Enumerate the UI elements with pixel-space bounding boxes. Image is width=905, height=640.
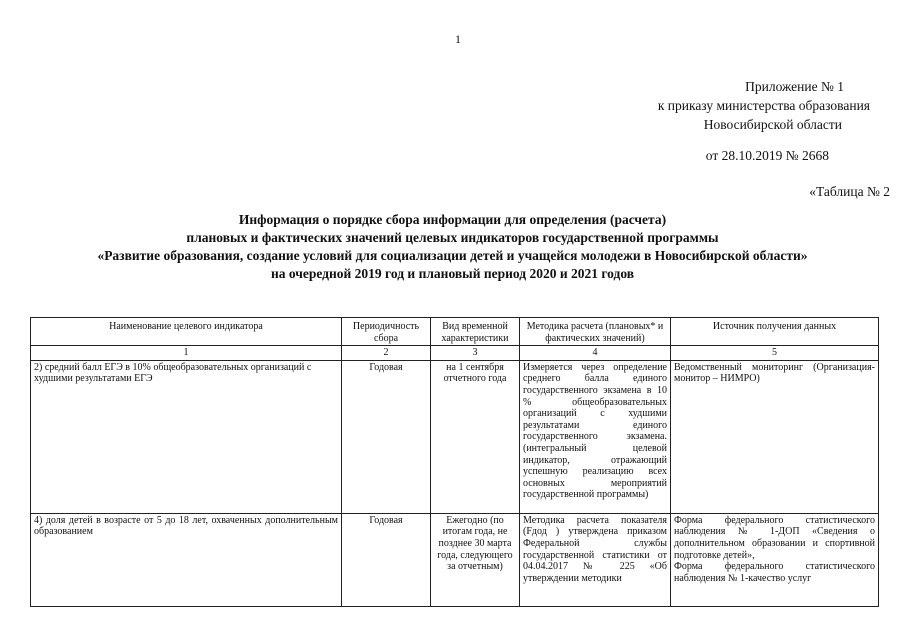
column-number: 5	[671, 346, 879, 361]
periodicity-cell: Годовая	[342, 360, 431, 513]
order-date: от 28.10.2019 № 2668	[705, 148, 829, 163]
header-periodicity: Периодичность сбора	[342, 318, 431, 346]
header-time-type: Вид временной характеристики	[431, 318, 520, 346]
method-cell: Измеряется через определение среднего балла единого государственного экзамена в 10 % общеобразовательных организаций с худшими результатами единого государственного экзамена. (интегральный целевой индикатор, отражающий успешную реализацию всех основных мероприятий государственной программы)	[520, 360, 671, 513]
table-row	[31, 513, 879, 606]
table-header-row	[31, 318, 879, 346]
appendix-line-2: к приказу министерства образования	[657, 98, 870, 113]
source-line: Форма федерального статистического наблюдения № 1-качество услуг	[674, 561, 875, 584]
indicator-cell: 4) доля детей в возрасте от 5 до 18 лет, охваченных дополнительным образованием	[31, 513, 342, 606]
table-row	[31, 360, 879, 513]
source-line: Форма федерального статистического наблюдения № 1-ДОП «Сведения о дополнительном образовании и спортивной подготовке детей»,	[674, 514, 875, 561]
table-label: «Таблица № 2	[809, 184, 890, 199]
header-indicator-name: Наименование целевого индикатора	[31, 318, 342, 346]
source-cell	[671, 513, 879, 606]
time-type-cell: на 1 сентября отчетного года	[431, 360, 520, 513]
column-number: 2	[342, 346, 431, 361]
column-number-row	[31, 346, 879, 361]
indicators-table	[30, 317, 879, 607]
column-number: 4	[520, 346, 671, 361]
periodicity-cell: Годовая	[342, 513, 431, 606]
page-number: 1	[455, 32, 461, 46]
method-cell: Методика расчета показателя (Fдод ) утверждена приказом Федеральной службы государственной статистики от 04.04.2017 № 225 «Об утверждении методики	[520, 513, 671, 606]
title-line-1: Информация о порядке сбора информации для определения (расчета)	[238, 212, 667, 227]
indicator-cell: 2) средний балл ЕГЭ в 10% общеобразовательных организаций с худшими результатами ЕГЭ	[31, 360, 342, 513]
source-cell: Ведомственный мониторинг (Организация-монитор – НИМРО)	[671, 360, 879, 513]
appendix-line-3: Новосибирской области	[703, 117, 842, 132]
column-number: 3	[431, 346, 520, 361]
title-line-4: на очередной 2019 год и плановый период 2020 и 2021 годов	[270, 266, 635, 281]
header-source: Источник получения данных	[671, 318, 879, 346]
column-number: 1	[31, 346, 342, 361]
header-method: Методика расчета (плановых* и фактических значений)	[520, 318, 671, 346]
title-line-2: плановых и фактических значений целевых индикаторов государственной программы	[186, 230, 719, 245]
appendix-line-1: Приложение № 1	[745, 79, 844, 94]
title-line-3: «Развитие образования, создание условий для социализации детей и учащейся молодежи в Новосибирской области»	[97, 248, 808, 263]
time-type-cell: Ежегодно (по итогам года, не позднее 30 марта года, следующего за отчетным)	[431, 513, 520, 606]
appendix-block	[570, 77, 870, 134]
document-title	[0, 211, 905, 283]
